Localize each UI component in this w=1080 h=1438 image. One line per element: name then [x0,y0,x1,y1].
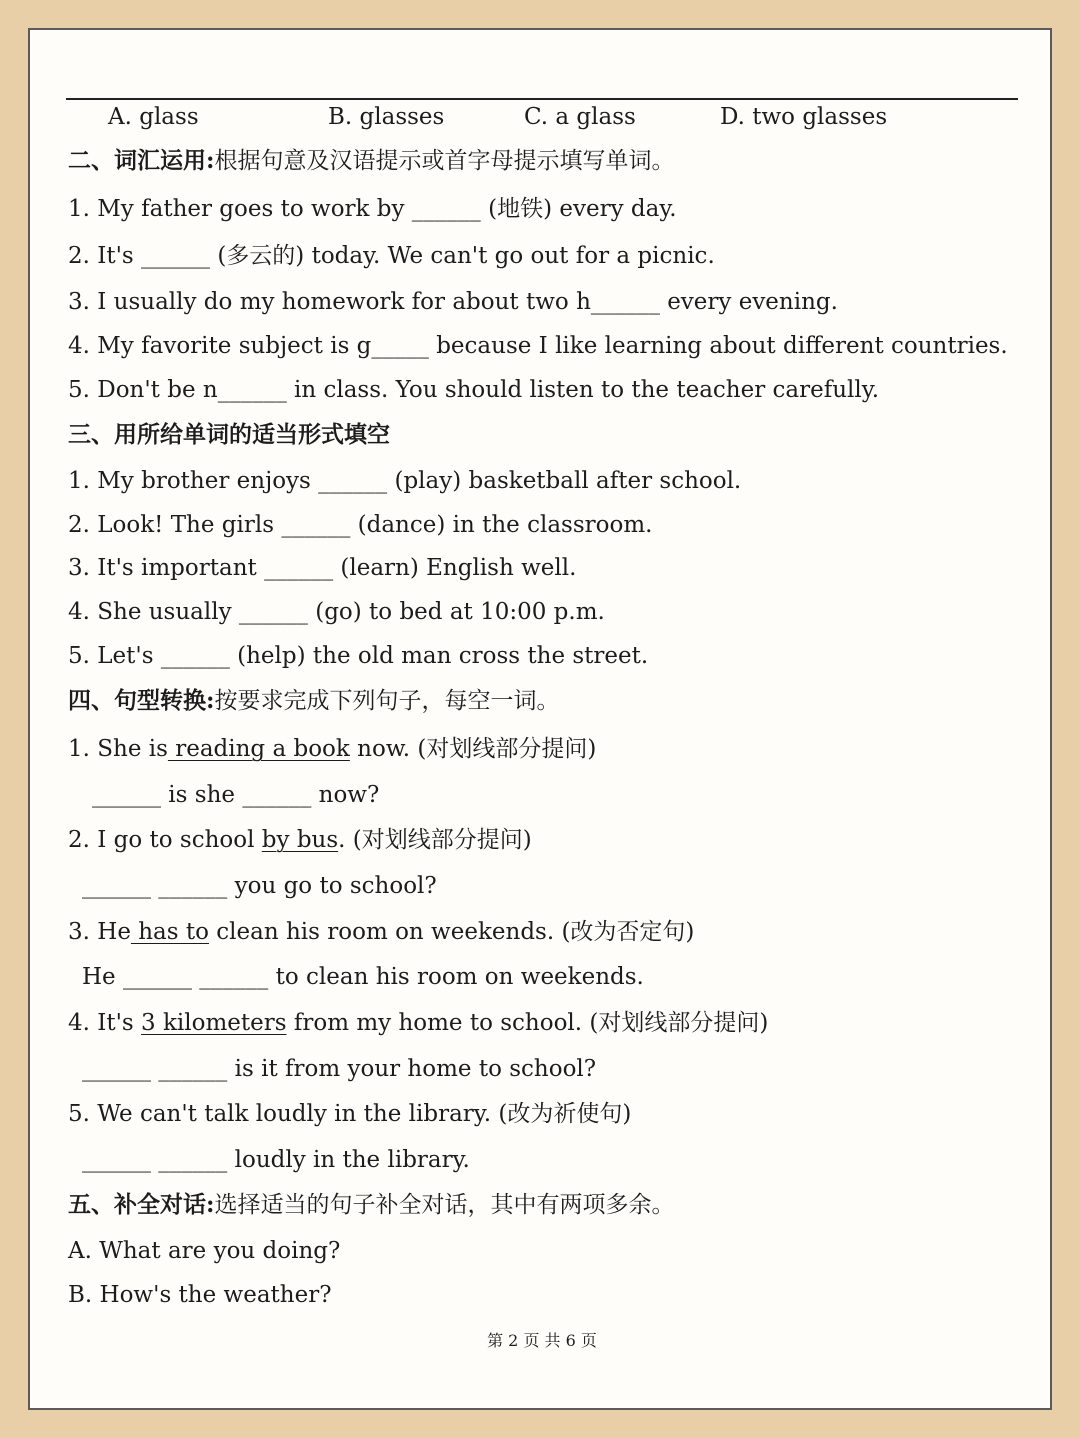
section5-heading: 五、补全对话:选择适当的句子补全对话，其中有两项多余。 [68,1191,675,1218]
section4-q5: 5. We can't talk loudly in the library. (改为祈使句) [68,1101,632,1127]
section2-item-1: 1. My father goes to work by ______ (地铁) every day. [68,196,677,222]
underlined-phrase: by bus [261,827,339,853]
option-d: D. two glasses [720,104,888,130]
section4-q3-answer: He ______ ______ to clean his room on weekends. [82,964,644,990]
option-c: C. a glass [524,104,636,130]
section4-q5-answer: ______ ______ loudly in the library. [82,1147,470,1173]
section3-item-3: 3. It's important ______ (learn) English well. [68,555,577,581]
section5-option-b: B. How's the weather? [68,1282,332,1308]
section4-q2-answer: ______ ______ you go to school? [82,873,437,899]
section4-q1: 1. She is reading a book now. (对划线部分提问) [68,736,597,762]
section2-item-5: 5. Don't be n______ in class. You should listen to the teacher carefully. [68,377,880,403]
top-divider [66,98,1018,100]
section2-item-4: 4. My favorite subject is g_____ because I like learning about different countries. [68,333,1008,359]
section2-item-2: 2. It's ______ (多云的) today. We can't go out for a picnic. [68,243,715,269]
option-b: B. glasses [328,104,445,130]
underlined-phrase: reading a book [167,736,350,762]
section4-q4-answer: ______ ______ is it from your home to school? [82,1056,597,1082]
section4-q1-answer: ______ is she ______ now? [92,782,380,808]
section2-item-3: 3. I usually do my homework for about two h______ every evening. [68,289,838,315]
section5-option-a: A. What are you doing? [68,1238,341,1264]
underlined-phrase: has to [130,919,209,945]
section4-q4: 4. It's 3 kilometers from my home to school. (对划线部分提问) [68,1010,769,1036]
page-footer: 第 2 页 共 6 页 [487,1331,597,1350]
section3-item-1: 1. My brother enjoys ______ (play) basketball after school. [68,468,742,494]
worksheet-page [28,28,1052,1410]
section3-heading: 三、用所给单词的适当形式填空 [68,421,390,448]
section3-item-5: 5. Let's ______ (help) the old man cross the street. [68,643,649,669]
section3-item-2: 2. Look! The girls ______ (dance) in the classroom. [68,512,653,538]
section2-heading: 二、词汇运用:根据句意及汉语提示或首字母提示填写单词。 [68,147,675,174]
underlined-phrase: 3 kilometers [141,1010,287,1036]
section4-q2: 2. I go to school by bus. (对划线部分提问) [68,827,532,853]
section4-q3: 3. He has to clean his room on weekends. (改为否定句) [68,919,695,945]
option-a: A. glass [108,104,199,130]
section3-item-4: 4. She usually ______ (go) to bed at 10:00 p.m. [68,599,605,625]
section4-heading: 四、句型转换:按要求完成下列句子，每空一词。 [68,687,560,714]
